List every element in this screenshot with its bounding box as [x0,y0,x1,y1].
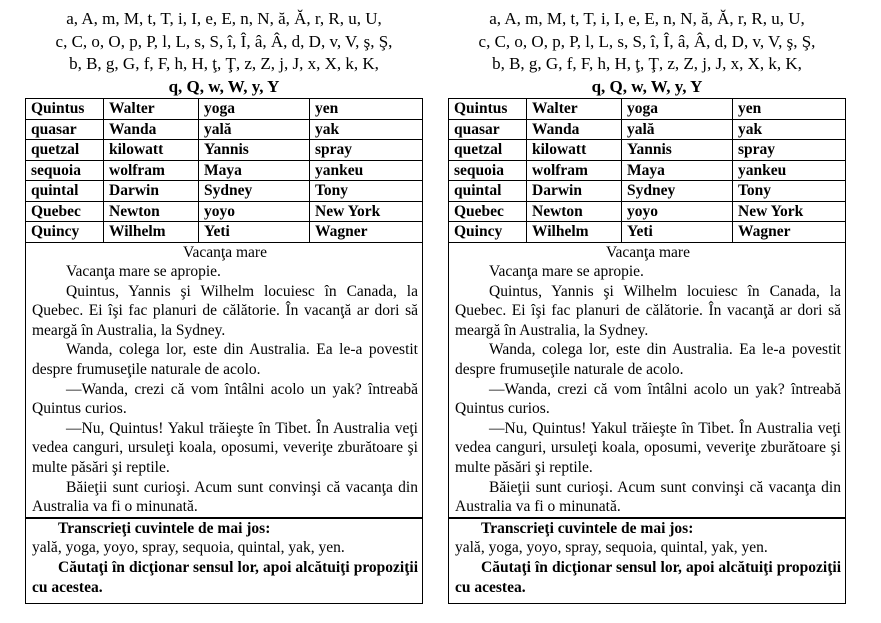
story-paragraph: Vacanţa mare se apropie. [66,263,221,281]
alphabet-line-3: b, B, g, G, f, F, h, H, ţ, Ţ, z, Z, j, J, x, X, k, K, [69,54,379,73]
word-cell: kilowatt [104,140,199,161]
word-cell: quasar [449,119,527,140]
word-cell: wolfram [527,160,622,181]
story-title: Vacanţa mare [183,243,267,261]
word-cell: yankeu [733,160,846,181]
table-row [26,99,423,120]
story-paragraph: —Nu, Quintus! Yakul trăieşte în Tibet. În Australia veţi vedea canguri, ursuleţi koala, oposumi, veveriţe zburătoare şi multe păsări şi reptile. [455,419,841,477]
task-instruction-transcribe: Transcrieţi cuvintele de mai jos: [58,519,271,537]
story-paragraph: Vacanţa mare se apropie. [489,263,644,281]
word-cell: quasar [26,119,104,140]
task-box [448,518,846,604]
word-cell: Quebec [449,201,527,222]
story-paragraph: Băieţii sunt curioşi. Acum sunt convinşi că vacanţa din Australia va fi o minunată. [32,478,418,516]
word-cell: Tony [733,181,846,202]
alphabet-line-2: c, C, o, O, p, P, l, L, s, S, î, Î, â, Â, d, D, v, V, ş, Ş, [478,31,816,51]
story-title: Vacanţa mare [606,243,690,261]
word-cell: quintal [449,181,527,202]
word-cell: spray [733,140,846,161]
word-cell: yoga [199,99,310,120]
word-cell: Quebec [26,201,104,222]
word-cell: wolfram [104,160,199,181]
word-cell: Maya [199,160,310,181]
word-cell: sequoia [26,160,104,181]
word-cell: Quintus [26,99,104,120]
story-paragraph: Quintus, Yannis şi Wilhelm locuiesc în Canada, la Quebec. Ei îşi fac planuri de călătorie. În vacanţă ar dori să meargă în Australia, la Sydney. [455,282,841,339]
word-cell: yankeu [310,160,423,181]
word-cell: Yannis [622,140,733,161]
word-cell: yoga [622,99,733,120]
table-row [449,181,846,202]
worksheet-right [448,8,846,604]
word-cell: New York [733,201,846,222]
table-row [26,119,423,140]
alphabet-line-2: c, C, o, O, p, P, l, L, s, S, î, Î, â, Â, d, D, v, V, ş, Ş, [55,31,393,51]
task-word-list: yală, yoga, yoyo, spray, sequoia, quintal, yak, yen. [32,539,345,557]
word-cell: Quincy [26,222,104,243]
word-table [25,98,423,243]
alphabet-block [25,8,423,98]
word-cell: yoyo [199,201,310,222]
table-row [449,201,846,222]
word-cell: Quincy [449,222,527,243]
story-paragraph: Wanda, colega lor, este din Australia. Ea le-a povestit despre frumuseţile naturale de acolo. [455,341,841,379]
story-paragraph: Wanda, colega lor, este din Australia. Ea le-a povestit despre frumuseţile naturale de acolo. [32,341,418,379]
word-cell: Sydney [622,181,733,202]
alphabet-line-1: a, A, m, M, t, T, i, I, e, E, n, N, ă, Ă, r, R, u, U, [489,9,805,28]
story-box [448,243,846,518]
table-row [449,140,846,161]
word-cell: Sydney [199,181,310,202]
story-paragraph: Quintus, Yannis şi Wilhelm locuiesc în Canada, la Quebec. Ei îşi fac planuri de călătorie. În vacanţă ar dori să meargă în Australia, la Sydney. [32,282,418,339]
table-row [26,140,423,161]
word-cell: Wilhelm [104,222,199,243]
word-cell: Wanda [527,119,622,140]
worksheet-left [25,8,423,604]
task-instruction-dictionary: Căutaţi în dicţionar sensul lor, apoi alcătuiţi propoziţii cu acestea. [455,559,841,596]
alphabet-line-4: q, Q, w, W, y, Y [591,76,703,96]
table-row [449,160,846,181]
word-cell: Tony [310,181,423,202]
table-row [26,160,423,181]
word-cell: Darwin [527,181,622,202]
story-paragraph: —Nu, Quintus! Yakul trăieşte în Tibet. În Australia veţi vedea canguri, ursuleţi koala, oposumi, veveriţe zburătoare şi multe păsări şi reptile. [32,419,418,477]
word-cell: Walter [527,99,622,120]
word-cell: yen [310,99,423,120]
story-paragraph: Băieţii sunt curioşi. Acum sunt convinşi că vacanţa din Australia va fi o minunată. [455,478,841,516]
word-cell: Newton [104,201,199,222]
table-row [26,201,423,222]
word-cell: Wagner [310,222,423,243]
word-cell: yak [310,119,423,140]
task-instruction-transcribe: Transcrieţi cuvintele de mai jos: [481,519,694,537]
word-cell: yak [733,119,846,140]
table-row [26,181,423,202]
alphabet-block [448,8,846,98]
task-box [25,518,423,604]
word-cell: spray [310,140,423,161]
task-instruction-dictionary: Căutaţi în dicţionar sensul lor, apoi alcătuiţi propoziţii cu acestea. [32,559,418,596]
word-cell: quetzal [26,140,104,161]
word-cell: Yeti [622,222,733,243]
word-cell: Walter [104,99,199,120]
task-word-list: yală, yoga, yoyo, spray, sequoia, quintal, yak, yen. [455,539,768,557]
alphabet-line-4: q, Q, w, W, y, Y [168,76,280,96]
word-cell: yen [733,99,846,120]
word-cell: New York [310,201,423,222]
table-row [449,119,846,140]
table-row [26,222,423,243]
word-cell: sequoia [449,160,527,181]
word-cell: quetzal [449,140,527,161]
word-cell: Wilhelm [527,222,622,243]
word-cell: Maya [622,160,733,181]
word-cell: yală [622,119,733,140]
word-cell: Darwin [104,181,199,202]
word-cell: quintal [26,181,104,202]
word-cell: kilowatt [527,140,622,161]
table-row [449,222,846,243]
word-table [448,98,846,243]
story-paragraph: —Wanda, crezi că vom întâlni acolo un yak? întreabă Quintus curios. [32,380,418,418]
word-cell: Wagner [733,222,846,243]
word-cell: Quintus [449,99,527,120]
word-cell: Newton [527,201,622,222]
alphabet-line-1: a, A, m, M, t, T, i, I, e, E, n, N, ă, Ă, r, R, u, U, [66,9,382,28]
alphabet-line-3: b, B, g, G, f, F, h, H, ţ, Ţ, z, Z, j, J, x, X, k, K, [492,54,802,73]
table-row [449,99,846,120]
word-cell: Yannis [199,140,310,161]
word-cell: Wanda [104,119,199,140]
story-box [25,243,423,518]
story-paragraph: —Wanda, crezi că vom întâlni acolo un yak? întreabă Quintus curios. [455,380,841,418]
word-cell: yoyo [622,201,733,222]
word-cell: yală [199,119,310,140]
word-cell: Yeti [199,222,310,243]
